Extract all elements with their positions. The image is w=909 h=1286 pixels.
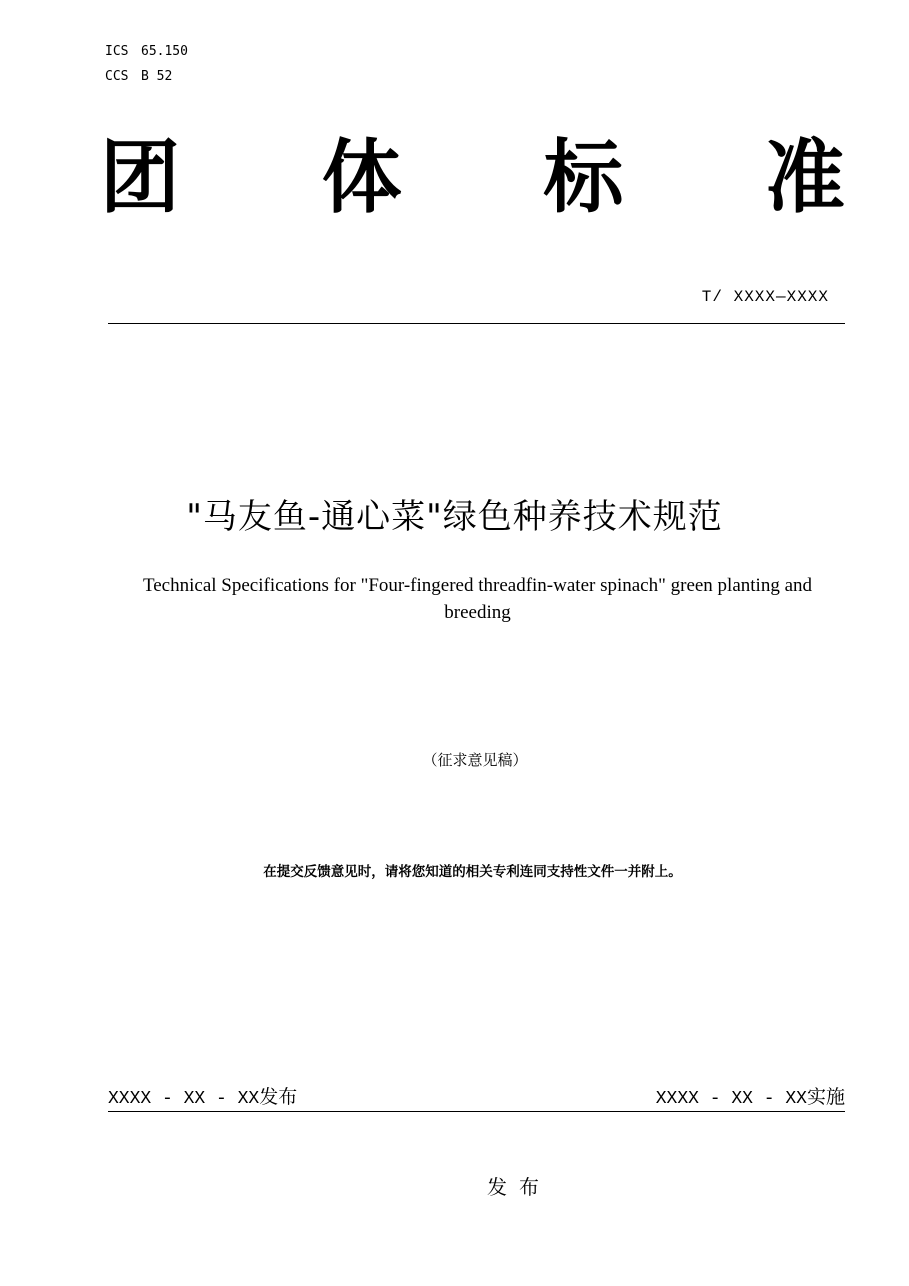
ics-label: ICS bbox=[105, 44, 129, 59]
standard-type-heading bbox=[100, 132, 845, 224]
implementation-date: XXXX - XX - XX bbox=[655, 1089, 807, 1109]
ics-code: 65.150 bbox=[141, 44, 188, 59]
patent-notice: 在提交反馈意见时，请将您知道的相关专利连同支持性文件一并附上。 bbox=[263, 864, 682, 880]
issue-date-line bbox=[108, 1085, 297, 1111]
standard-number: T/ XXXX—XXXX bbox=[701, 288, 829, 306]
issue-date: XXXX - XX - XX bbox=[108, 1089, 260, 1109]
issue-label: 发布 bbox=[259, 1086, 298, 1108]
divider-top bbox=[108, 323, 845, 324]
draft-status: （征求意见稿） bbox=[422, 751, 528, 769]
standard-type-char: 标 bbox=[543, 131, 624, 224]
divider-bottom bbox=[108, 1111, 845, 1112]
standard-type-char: 准 bbox=[764, 131, 845, 224]
document-title-en: Technical Specifications for "Four-fingered threadfin-water spinach" green planting and breeding bbox=[142, 575, 813, 623]
ccs-label: CCS bbox=[105, 69, 129, 84]
implementation-date-line bbox=[656, 1085, 845, 1111]
publisher-line: 发布 bbox=[487, 1175, 551, 1199]
standard-type-char: 体 bbox=[321, 131, 402, 224]
ccs-classification bbox=[105, 69, 172, 85]
document-title-cn: "马友鱼-通心菜"绿色种养技术规范 bbox=[186, 497, 723, 537]
ccs-code: B 52 bbox=[141, 69, 173, 84]
implementation-label: 实施 bbox=[806, 1086, 845, 1108]
standard-type-char: 团 bbox=[100, 131, 180, 224]
ics-classification bbox=[105, 44, 188, 60]
